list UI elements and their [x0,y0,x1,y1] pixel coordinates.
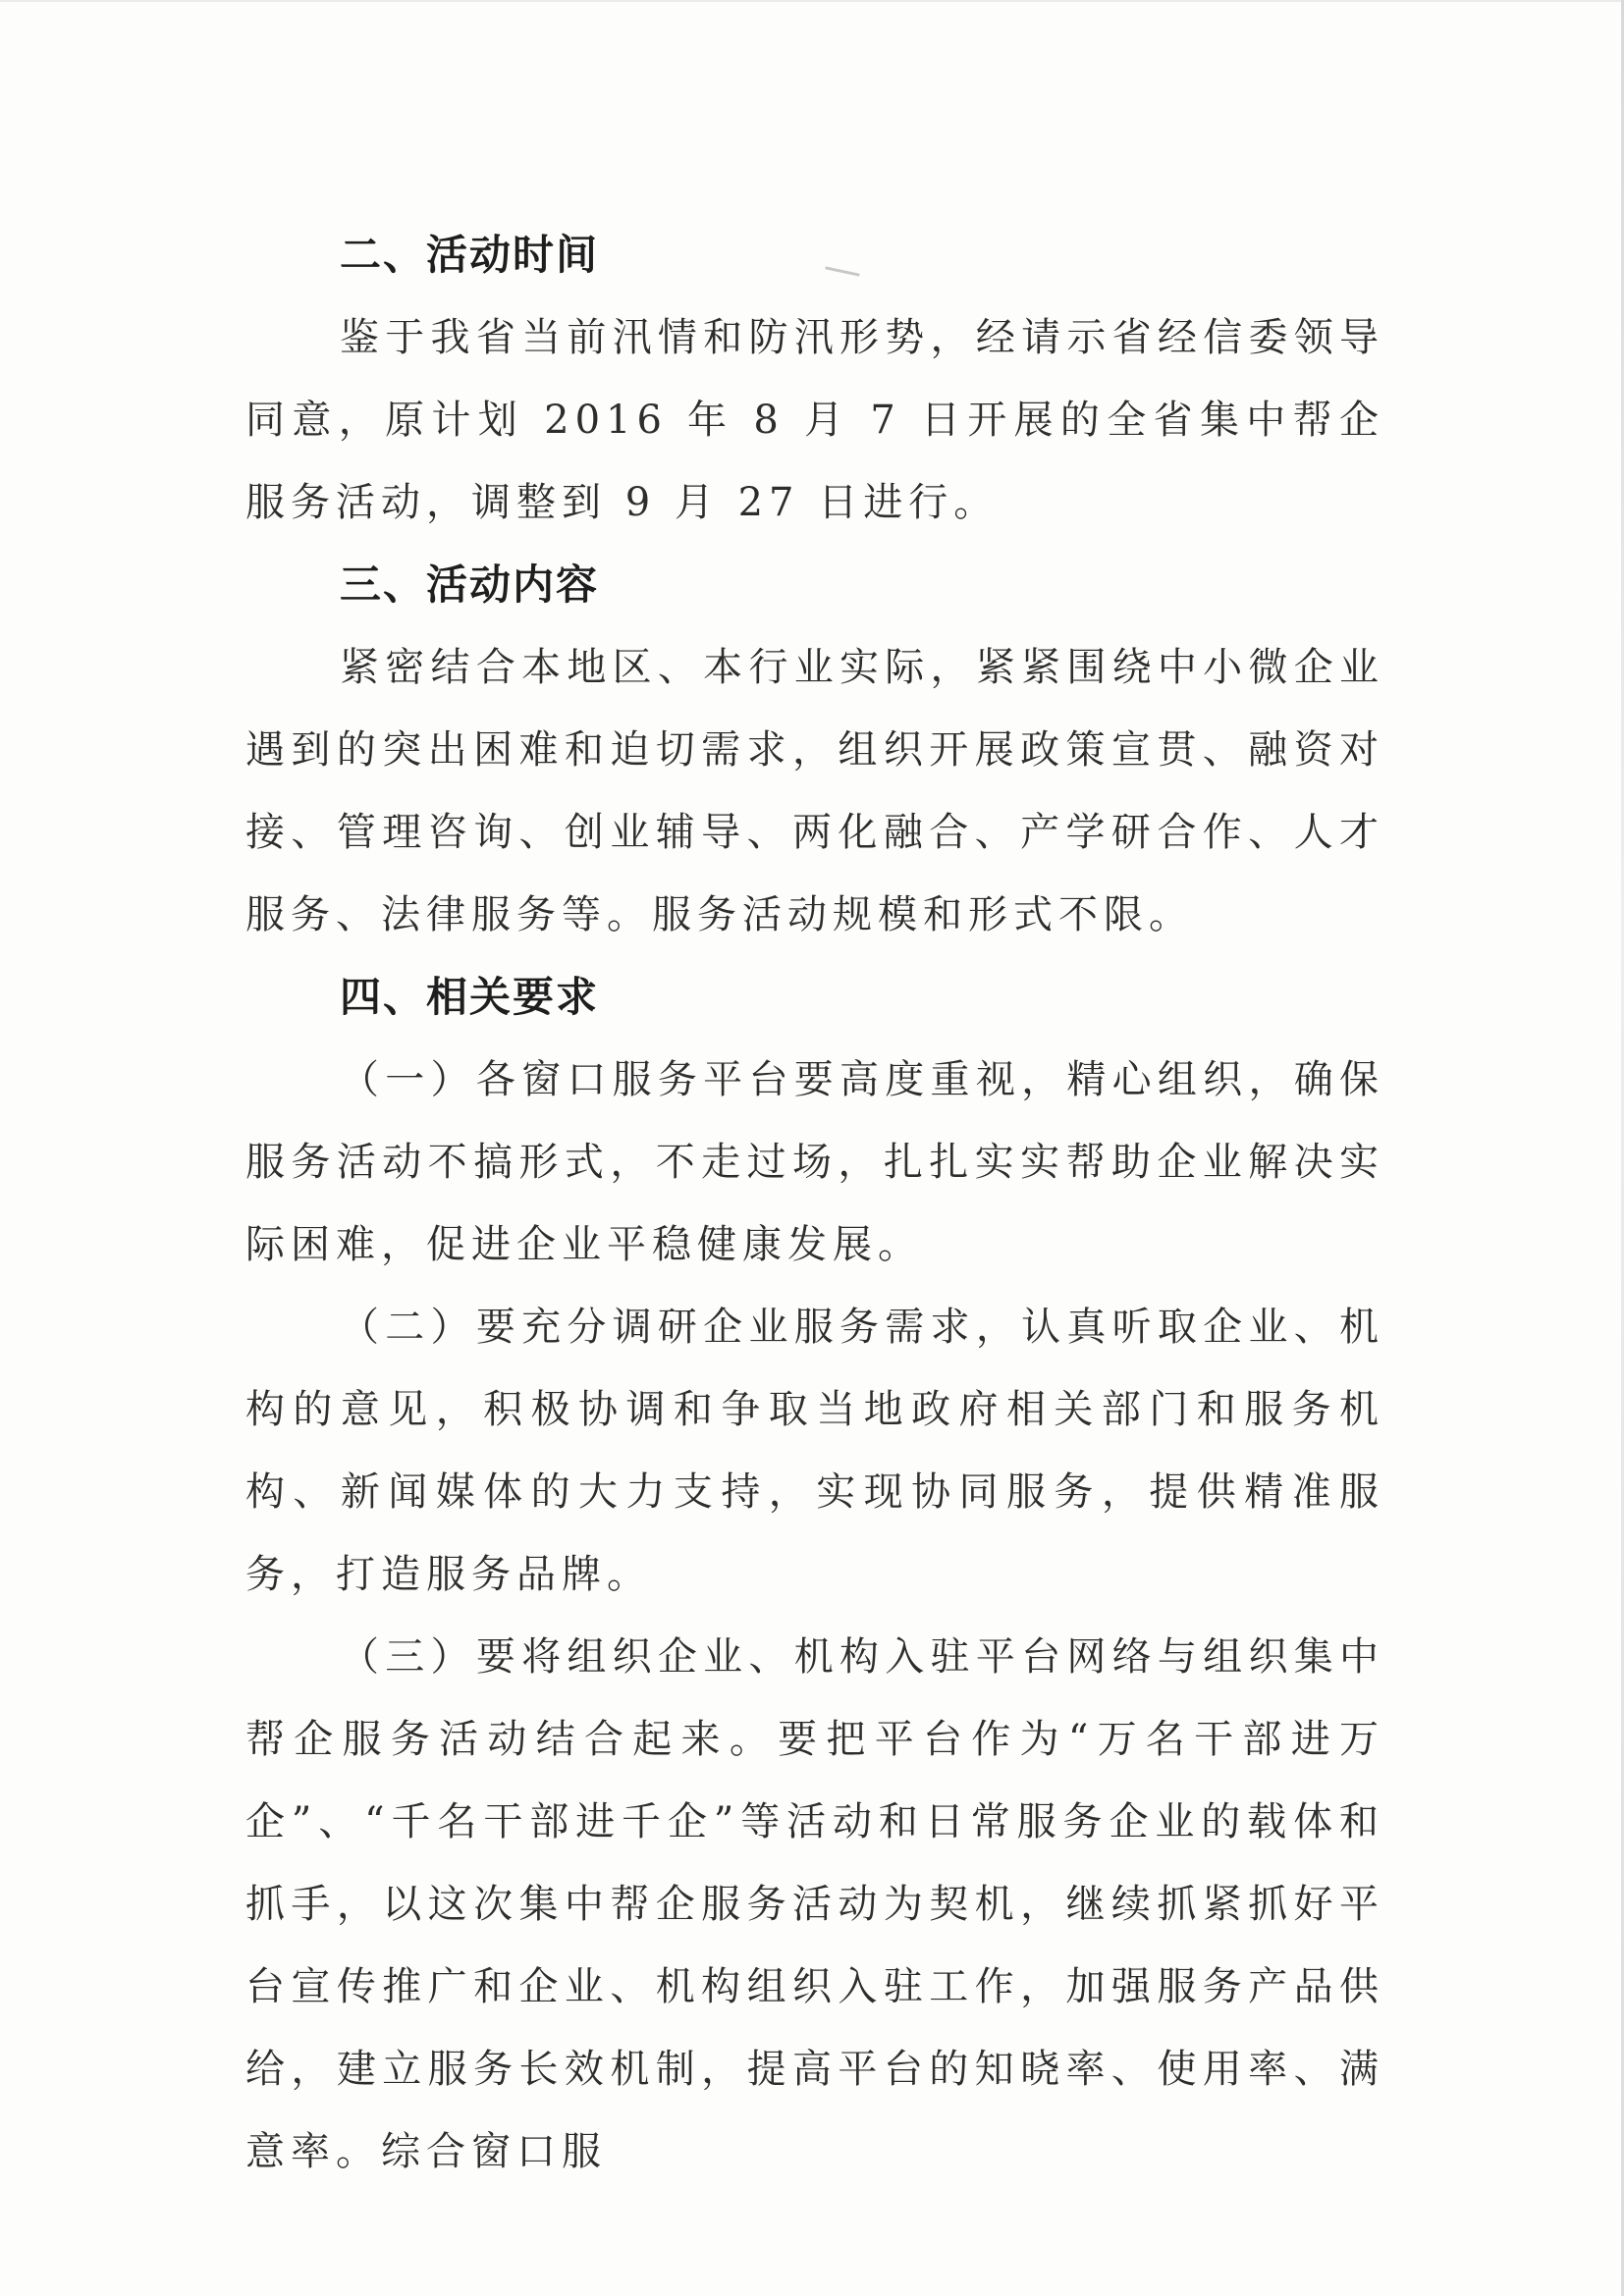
body-paragraph: （二）要充分调研企业服务需求，认真听取企业、机构的意见，积极协调和争取当地政府相关部门和服务机构、新闻媒体的大力支持，实现协同服务，提供精准服务，打造服务品牌。 [245,1305,1384,1597]
body-paragraph: （三）要将组织企业、机构入驻平台网络与组织集中帮企服务活动结合起来。要把平台作为“万名干部进万企”、“千名干部进千企”等活动和日常服务企业的载体和抓手，以这次集中帮企服务活动为契机，继续抓紧抓好平台宣传推广和企业、机构组织入驻工作，加强服务产品供给，建立服务长效机制，提高平台的知晓率、使用率、满意率。综合窗口服 [245,1634,1384,2174]
section-activity-time [245,214,1384,544]
section-heading: 二、活动时间 [340,231,600,279]
section-heading: 三、活动内容 [340,561,600,609]
body-paragraph: （一）各窗口服务平台要高度重视，精心组织，确保服务活动不搞形式，不走过场，扎扎实实帮助企业解决实际困难，促进企业平稳健康发展。 [245,1057,1384,1267]
body-paragraph: 鉴于我省当前汛情和防汛形势，经请示省经信委领导同意，原计划 2016 年 8 月 7 日开展的全省集中帮企服务活动，调整到 9 月 27 日进行。 [245,315,1384,525]
scan-top-edge [0,0,1624,2]
section-heading: 四、相关要求 [340,973,600,1021]
section-activity-content [245,544,1384,956]
section-requirements [245,956,1384,2193]
body-paragraph: 紧密结合本地区、本行业实际，紧紧围绕中小微企业遇到的突出困难和迫切需求，组织开展政策宣贯、融资对接、管理咨询、创业辅导、两化融合、产学研合作、人才服务、法律服务等。服务活动规模和形式不限。 [245,645,1384,937]
document-body [245,214,1384,2193]
